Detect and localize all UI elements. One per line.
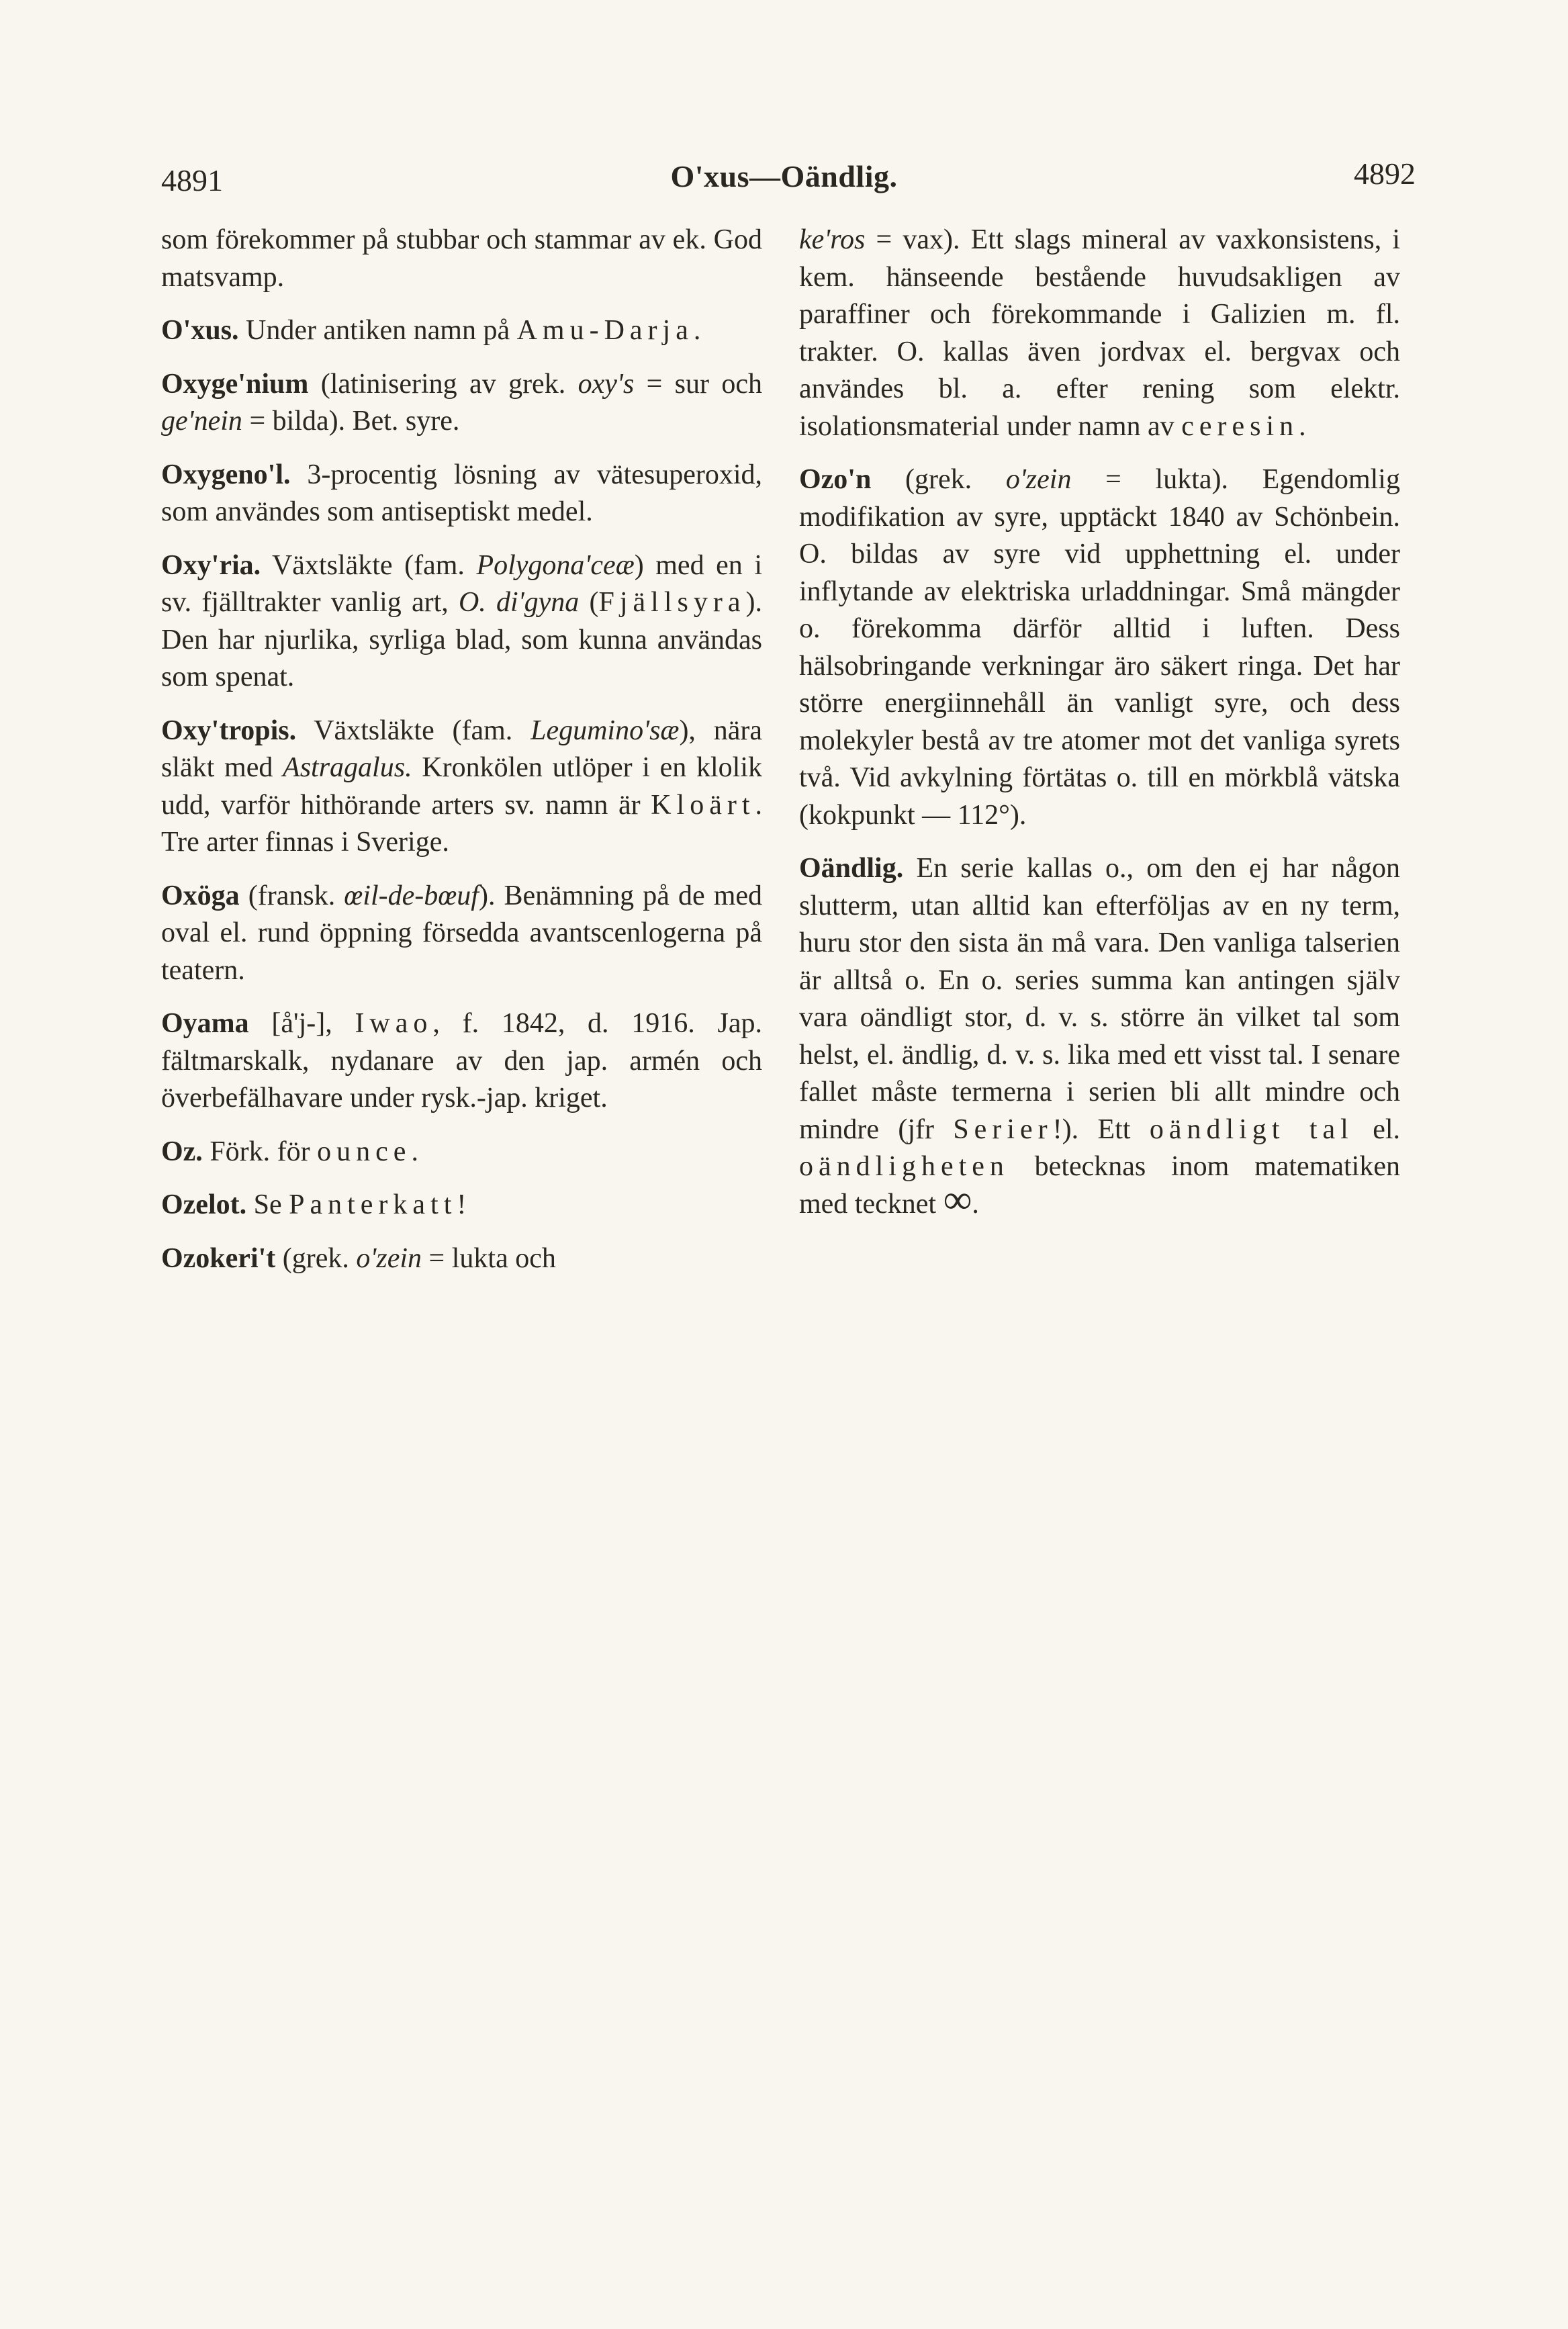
entry-ozelot (161, 1187, 762, 1224)
spaced-term: Kloärt (651, 789, 755, 821)
entry-text: (fransk. (239, 880, 344, 911)
entry-text: ) med en i sv. fjälltrakter vanlig art, (161, 549, 762, 618)
italic-term: Astragalus. (283, 752, 412, 783)
spaced-term: oändligheten (799, 1151, 1009, 1182)
headword: Oyama (161, 1008, 249, 1039)
entry-oandlig (799, 850, 1400, 1223)
entry-text: = vax). Ett slags mineral av vaxkonsistens, i kem. hänseende bestående huvudsakligen av paraffiner och förekommande i Galizien m. fl. trakter. O. kallas även jordvax el. bergvax och användes bl. a. efter rening som elektr. isolationsmaterial under namn av (799, 224, 1400, 442)
headword: Oxy'tropis. (161, 715, 297, 746)
right-column (799, 222, 1400, 1239)
headword: Ozelot. (161, 1189, 247, 1220)
entry-text: el. (1353, 1113, 1401, 1145)
page-number-right: 4892 (1354, 156, 1416, 191)
entry-text: . Tre arter finnas i Sverige. (161, 789, 762, 858)
page-header (0, 156, 1568, 210)
entry-text: (grek. (871, 464, 1006, 495)
headword: O'xus. (161, 315, 239, 346)
spaced-term: ceresin (1181, 410, 1299, 442)
entry-oyama (161, 1005, 762, 1117)
italic-term: oxy's (578, 368, 635, 400)
entry-oz (161, 1134, 762, 1171)
headword: Oxygeno'l. (161, 459, 291, 490)
entry-text: Växtsläkte (fam. (261, 549, 477, 581)
entry-continuation: som förekommer på stubbar och stammar av ek. God matsvamp. (161, 224, 762, 293)
headword: Ozokeri't (161, 1242, 276, 1274)
entry-ozokerit (161, 1240, 762, 1278)
page-number-left: 4891 (161, 163, 223, 197)
italic-term: œil-de-bœuf (344, 880, 479, 911)
spaced-term: Fjällsyra (598, 587, 746, 618)
italic-term: ge'nein (161, 406, 242, 437)
spaced-term: Panterkatt (289, 1189, 457, 1220)
entry-text: . (411, 1136, 418, 1167)
entry-oxus (161, 312, 762, 350)
entry-text: = lukta). Egendomlig modifikation av syre, upptäckt 1840 av Schönbein. O. bildas av syre vid upphettning el. under inflytande av elektriska urladdningar. Små mängder o. förekomma därför alltid i luften. Dess hälsobringande verkningar äro säkert ringa. Det har större energiinnehåll än vanligt syre, och dess molekyler bestå av tre atomer mot det vanliga syrets två. Vid avkylning förtätas o. till en mörkblå vätska (kokpunkt — 112°). (799, 464, 1400, 831)
entry-text: ( (579, 587, 599, 618)
entry-text: Under antiken namn på (238, 315, 517, 346)
entry-ozon (799, 461, 1400, 834)
entry-text: . (972, 1188, 979, 1220)
italic-term: o'zein (356, 1242, 422, 1274)
entry-text: , f. 1842, d. 1916. Jap. fältmarskalk, nydanare av den jap. armén och överbefälhavare under rysk.-jap. kriget. (161, 1008, 762, 1113)
entry-text: = lukta och (422, 1242, 556, 1274)
entry-text: betecknas inom matematiken med tecknet (799, 1151, 1400, 1220)
headword: Ozo'n (799, 464, 872, 495)
entry-text: (latinisering av grek. (308, 368, 578, 400)
entry-text: ). Benämning på de med oval el. rund öppning försedda avantscenlogerna på teatern. (161, 880, 763, 986)
entry-text: Kronkölen utlöper i en klolik udd, varför hithörande arters sv. namn är (161, 752, 762, 821)
running-head: O'xus—Oändlig. (670, 159, 898, 193)
italic-term: ke'ros (799, 224, 866, 255)
entry-text: (grek. (275, 1242, 357, 1274)
italic-term: Legumino'sæ (531, 715, 680, 746)
italic-term: O. di'gyna (458, 587, 580, 618)
entry-text: ), nära släkt med (161, 715, 762, 783)
entry-text: ). Den har njurlika, syrliga blad, som kunna användas som spenat. (161, 587, 762, 692)
headword: Oändlig. (799, 853, 904, 884)
entry-text: Förk. för (202, 1136, 318, 1167)
entry-text: = sur och (634, 368, 762, 400)
entry-text: . (693, 315, 701, 346)
headword: Oz. (161, 1136, 203, 1167)
entry-text: = bilda). Bet. syre. (242, 406, 460, 437)
left-column (161, 222, 762, 1293)
headword: Oxy'ria. (161, 549, 261, 581)
entry-text: 3-procentig lösning av vätesuperoxid, som användes som antiseptiskt medel. (161, 459, 762, 527)
italic-term: Polygona'ceæ (476, 549, 635, 581)
entry-text: [å'j-], (248, 1008, 355, 1039)
headword: Oxöga (161, 880, 240, 911)
entry-continuation (799, 222, 1400, 445)
spaced-term: Amu-Darja (516, 315, 694, 346)
entry-oxygenium (161, 366, 762, 441)
entry-text: En serie kallas o., om den ej har någon slutterm, utan alltid kan efterföljas av en ny term, huru stor den sista än må vara. Den vanliga talserien är alltså o. En o. series summa kan antingen själv vara oändligt stor, d. v. s. större än vilket tal som helst, el. ändlig, d. v. s. lika med ett visst tal. I senare fallet måste termerna i serien bli allt mindre och mindre (jfr (799, 853, 1400, 1145)
infinity-symbol: ∞ (943, 1177, 972, 1222)
entry-text: !). Ett (1052, 1113, 1150, 1145)
entry-oxyria (161, 547, 762, 696)
spaced-term: Iwao (355, 1008, 433, 1039)
entry-oxygenol (161, 457, 762, 531)
entry-oxytropis (161, 713, 762, 862)
spaced-term: ounce (317, 1136, 412, 1167)
italic-term: o'zein (1005, 464, 1072, 495)
spaced-term: Serier (953, 1113, 1053, 1145)
entry-oxoga (161, 878, 762, 990)
entry-text: ! (457, 1189, 467, 1220)
entry-text: . (1299, 410, 1306, 442)
entry-text: Se (246, 1189, 289, 1220)
entry-text: Växtsläkte (fam. (296, 715, 531, 746)
headword: Oxyge'nium (161, 368, 309, 400)
spaced-term: oändligt tal (1149, 1113, 1354, 1145)
